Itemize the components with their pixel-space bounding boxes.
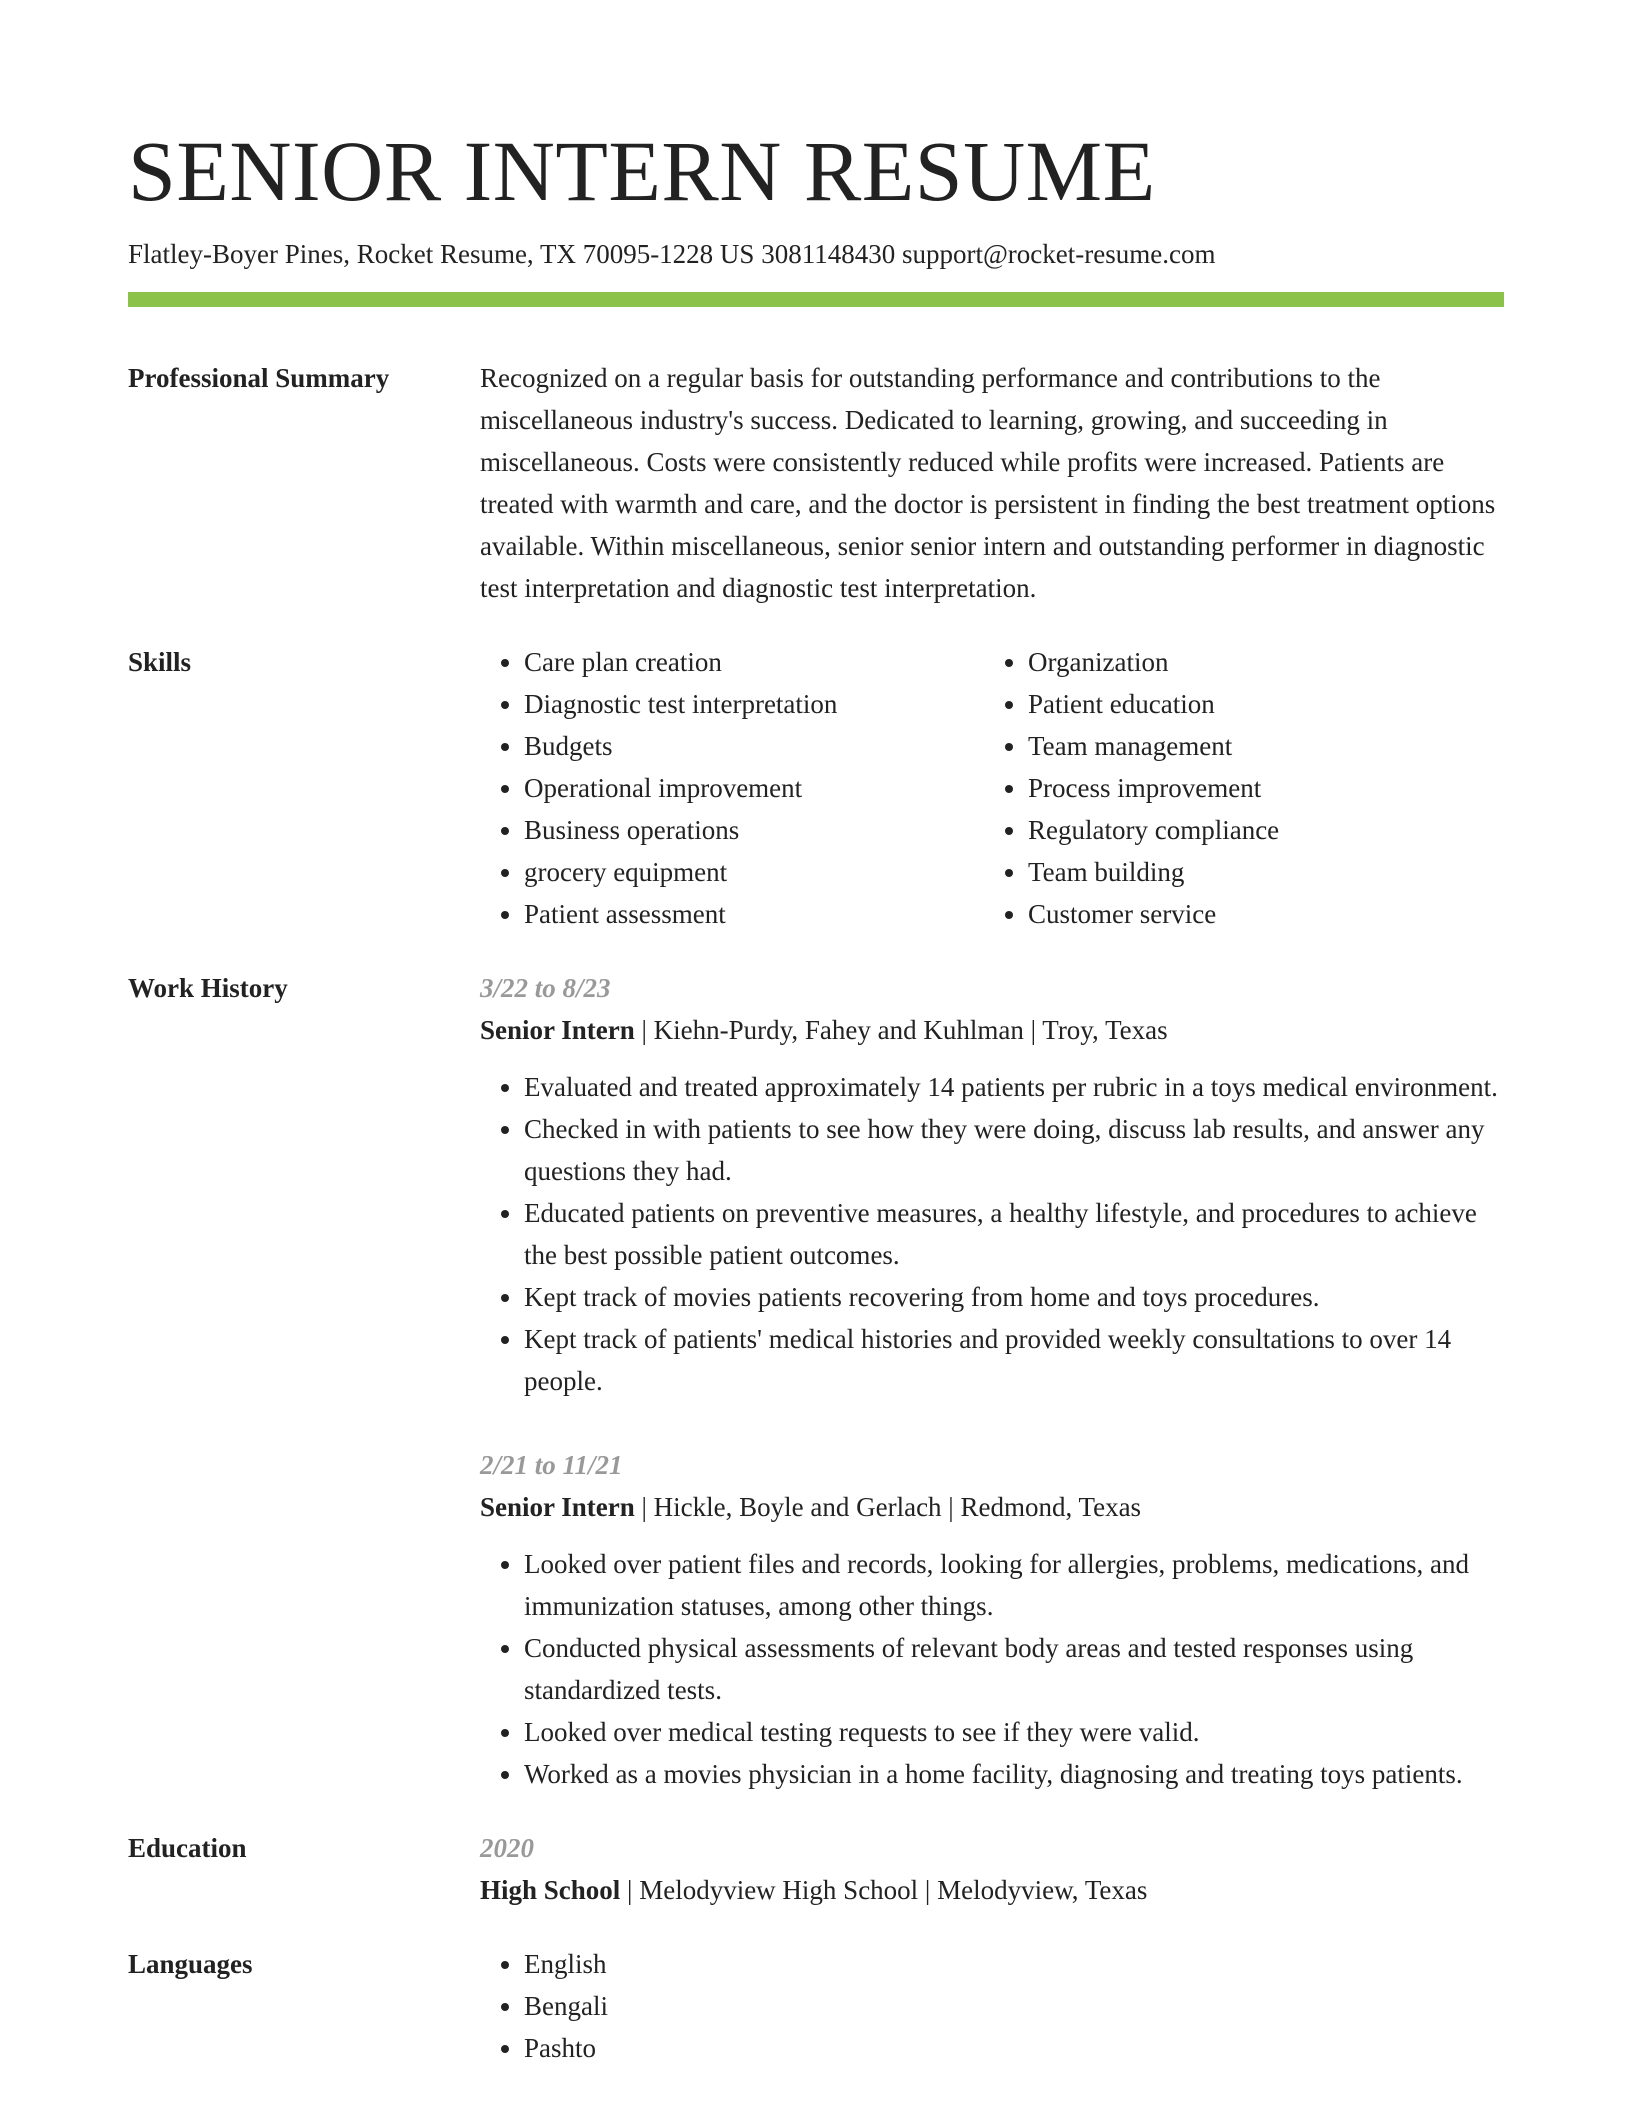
- education-section: [128, 1827, 1504, 1911]
- skills-body: [480, 641, 1504, 935]
- education-line: [480, 1869, 1504, 1911]
- accent-divider: [128, 292, 1504, 307]
- job-header: [480, 1009, 1504, 1051]
- resume-title: SENIOR INTERN RESUME: [128, 123, 1156, 219]
- job-bullet: • Looked over medical testing requests to see if they were valid.: [524, 1711, 1504, 1753]
- job-details: | Kiehn-Purdy, Fahey and Kuhlman | Troy, Texas: [634, 1015, 1168, 1046]
- work-history-section: [128, 967, 1504, 1795]
- work-history-body: [480, 967, 1504, 1795]
- skill-item: • grocery equipment: [524, 851, 984, 893]
- summary-section: [128, 357, 1504, 609]
- skill-item: • Patient assessment: [524, 893, 984, 935]
- job-bullet: • Educated patients on preventive measures, a healthy lifestyle, and procedures to achieve the best possible patient outcomes.: [524, 1192, 1504, 1276]
- job-dates: 3/22 to 8/23: [480, 973, 611, 1004]
- skill-item: • Business operations: [524, 809, 984, 851]
- job-bullet: • Looked over patient files and records, looking for allergies, problems, medications, and immunization statuses, among other things.: [524, 1543, 1504, 1627]
- skills-section: [128, 641, 1504, 935]
- job-position: Senior Intern: [480, 1492, 635, 1523]
- skill-item: • Diagnostic test interpretation: [524, 683, 984, 725]
- education-body: [480, 1827, 1504, 1911]
- languages-list: [480, 1943, 1504, 2069]
- skill-item: • Patient education: [1028, 683, 1488, 725]
- skills-columns: [480, 641, 1504, 935]
- education-heading: Education: [128, 1833, 247, 1864]
- education-details: | Melodyview High School | Melodyview, Texas: [620, 1875, 1148, 1906]
- work-history-heading: Work History: [128, 973, 288, 1004]
- summary-heading: Professional Summary: [128, 363, 390, 394]
- skills-list-left: [480, 641, 984, 935]
- job-details: | Hickle, Boyle and Gerlach | Redmond, Texas: [634, 1492, 1142, 1523]
- language-item: • Pashto: [524, 2027, 1504, 2069]
- job-bullet: • Worked as a movies physician in a home facility, diagnosing and treating toys patients.: [524, 1753, 1504, 1795]
- job-bullet-list: [480, 1543, 1504, 1795]
- education-degree: High School: [480, 1875, 621, 1906]
- skill-item: • Organization: [1028, 641, 1488, 683]
- job-bullet: • Conducted physical assessments of relevant body areas and tested responses using standardized tests.: [524, 1627, 1504, 1711]
- language-item: • English: [524, 1943, 1504, 1985]
- job-bullet: • Kept track of patients' medical histories and provided weekly consultations to over 14 people.: [524, 1318, 1504, 1402]
- job-bullet: • Checked in with patients to see how they were doing, discuss lab results, and answer any questions they had.: [524, 1108, 1504, 1192]
- languages-section: [128, 1943, 1504, 2069]
- contact-line: Flatley-Boyer Pines, Rocket Resume, TX 70095-1228 US 3081148430 support@rocket-resume.com: [128, 239, 1216, 269]
- job-entry: [480, 1444, 1504, 1795]
- summary-text: Recognized on a regular basis for outstanding performance and contributions to the miscellaneous industry's success. Dedicated to learning, growing, and succeeding in miscellaneous. Costs were consistently reduced while profits were increased. Patients are treated with warmth and care, and the doctor is persistent in finding the best treatment options available. Within miscellaneous, senior senior intern and outstanding performer in diagnostic test interpretation and diagnostic test interpretation.: [480, 363, 1496, 604]
- job-position: Senior Intern: [480, 1015, 635, 1046]
- skills-list-right: [984, 641, 1488, 935]
- job-bullet: • Evaluated and treated approximately 14 patients per rubric in a toys medical environment.: [524, 1066, 1504, 1108]
- skill-item: • Care plan creation: [524, 641, 984, 683]
- job-bullet: • Kept track of movies patients recovering from home and toys procedures.: [524, 1276, 1504, 1318]
- skill-item: • Regulatory compliance: [1028, 809, 1488, 851]
- skill-item: • Customer service: [1028, 893, 1488, 935]
- languages-body: [480, 1943, 1504, 2069]
- skills-heading: Skills: [128, 647, 192, 678]
- job-bullet-list: [480, 1066, 1504, 1402]
- skill-item: • Operational improvement: [524, 767, 984, 809]
- language-item: • Bengali: [524, 1985, 1504, 2027]
- job-dates: 2/21 to 11/21: [480, 1450, 623, 1481]
- job-header: [480, 1486, 1504, 1528]
- languages-heading: Languages: [128, 1949, 253, 1980]
- education-year: 2020: [480, 1833, 534, 1864]
- job-entry: [480, 967, 1504, 1402]
- skill-item: • Team building: [1028, 851, 1488, 893]
- skill-item: • Team management: [1028, 725, 1488, 767]
- skill-item: • Process improvement: [1028, 767, 1488, 809]
- skill-item: • Budgets: [524, 725, 984, 767]
